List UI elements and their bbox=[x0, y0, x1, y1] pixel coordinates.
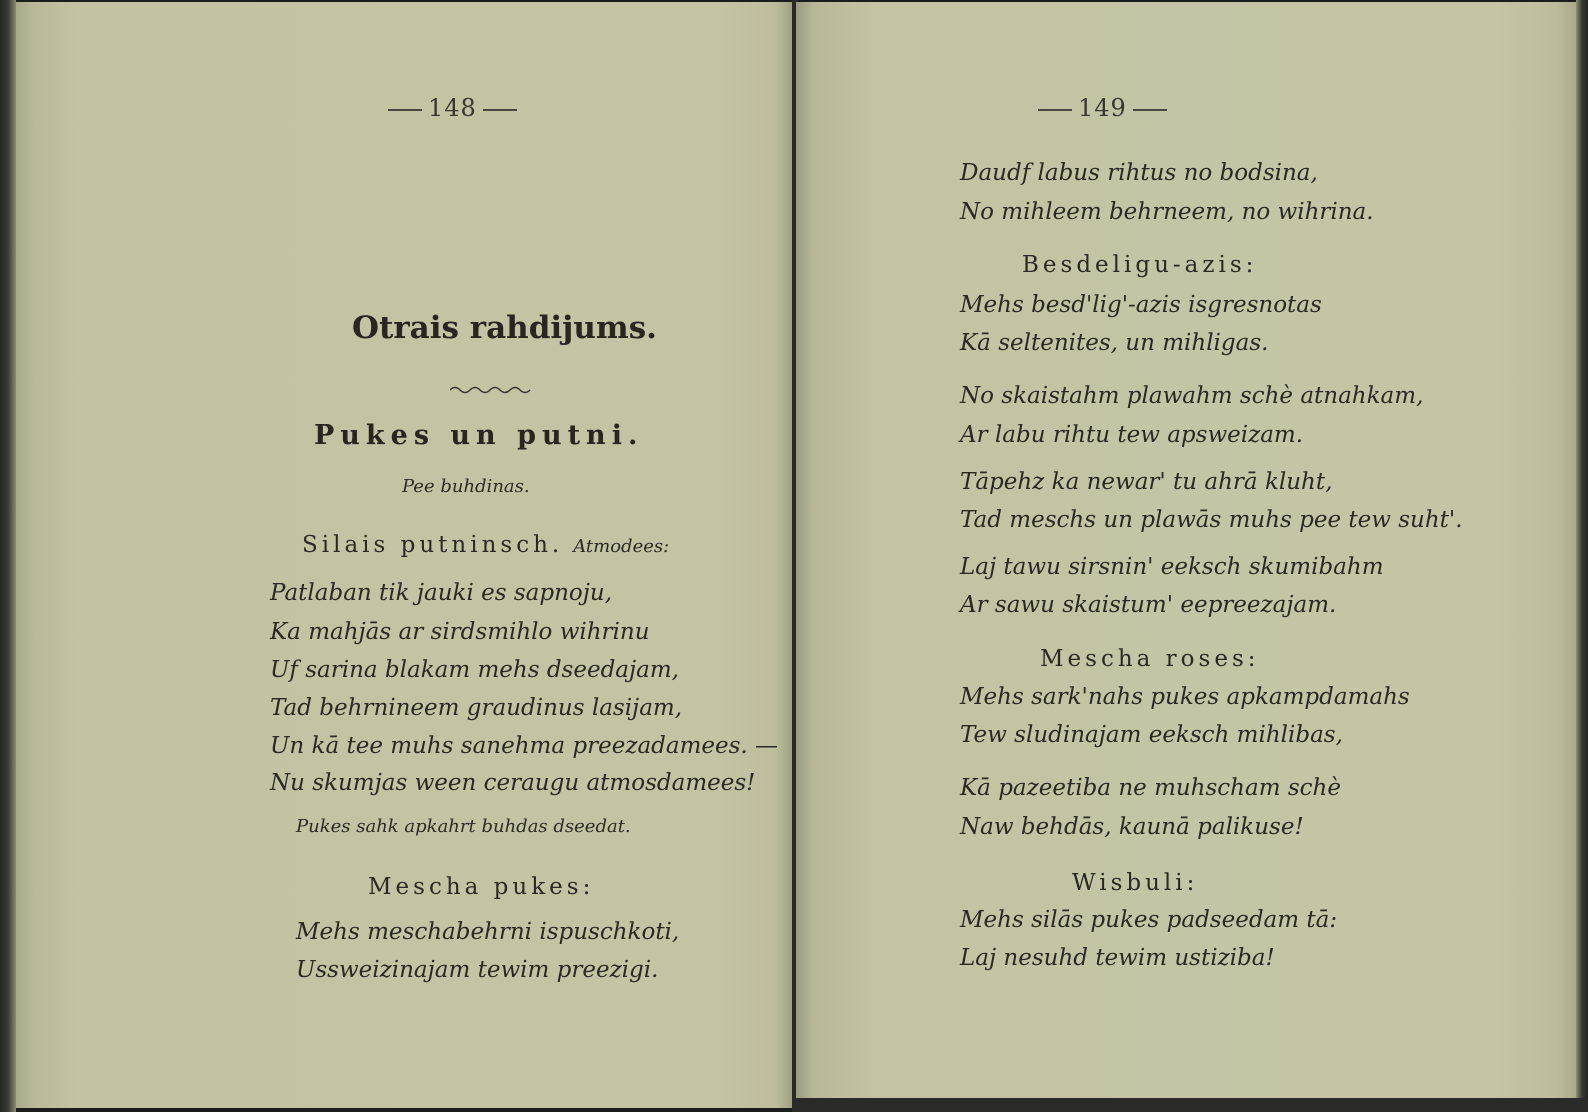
verse-line: Ar sawu skaistum' eepreezajam. bbox=[960, 592, 1337, 618]
verse-line: Nu skumjas ween ceraugu atmosdamees! bbox=[270, 770, 756, 796]
speaker-label-mescha-roses: Mescha roses: bbox=[1040, 646, 1260, 672]
verse-line: No mihleem behrneem, no wihrina. bbox=[960, 199, 1374, 225]
folio-dash-icon bbox=[1133, 109, 1167, 111]
verse-line: Ussweizinajam tewim preezigi. bbox=[296, 957, 659, 983]
speaker-label-mescha-pukes: Mescha pukes: bbox=[368, 874, 595, 900]
folio-dash-icon bbox=[483, 109, 517, 111]
verse-line: Mehs sark'nahs pukes apkampdamahs bbox=[960, 684, 1410, 710]
verse-line: Daudf labus rihtus no bodsina, bbox=[960, 160, 1318, 186]
folio-dash-icon bbox=[1038, 109, 1072, 111]
verse-line: Kā pazeetiba ne muhscham schè bbox=[960, 775, 1341, 801]
wavy-rule-icon bbox=[450, 385, 534, 395]
speaker-aside: Atmodees: bbox=[573, 536, 670, 557]
verse-line: Un kā tee muhs sanehma preezadamees. — bbox=[270, 733, 779, 759]
section-heading: Otrais rahdijums. bbox=[352, 310, 657, 346]
speaker-label-wisbuli: Wisbuli: bbox=[1072, 870, 1199, 896]
verse-line: Tad meschs un plawās muhs pee tew suht'. bbox=[960, 507, 1463, 533]
verse-line: Laj tawu sirsnin' eeksch skumibahm bbox=[960, 554, 1384, 580]
right-page-number-text: 149 bbox=[1078, 94, 1127, 122]
folio-dash-icon bbox=[388, 109, 422, 111]
verse-line: Tāpehz ka newar' tu ahrā kluht, bbox=[960, 469, 1333, 495]
verse-line: Kā seltenites, un mihligas. bbox=[960, 330, 1269, 356]
verse-line bbox=[270, 580, 612, 606]
scene-title: Pukes un putni. bbox=[314, 420, 644, 451]
left-page-number-text: 148 bbox=[428, 94, 477, 122]
verse-line: Laj nesuhd tewim ustiziba! bbox=[960, 945, 1275, 971]
verse-line-text: Patlaban tik jauki es sapnoju, bbox=[270, 580, 613, 606]
left-book-edge bbox=[0, 0, 16, 1112]
speaker-name: Silais putninsch. bbox=[302, 532, 564, 558]
verse-line: Uf sarina blakam mehs dseedajam, bbox=[270, 657, 679, 683]
right-page bbox=[796, 2, 1576, 1108]
speaker-label-silais-putninsch bbox=[302, 532, 669, 558]
verse-line: Mehs meschabehrni ispuschkoti, bbox=[296, 919, 680, 945]
right-book-edge bbox=[1576, 0, 1588, 1112]
verse-line: Mehs silās pukes padseedam tā: bbox=[960, 907, 1338, 933]
speaker-label-besdeligu-azis: Besdeligu-azis: bbox=[1022, 252, 1258, 278]
verse-line: Tad behrnineem graudinus lasijam, bbox=[270, 695, 683, 721]
stage-direction: Pukes sahk apkahrt buhdas dseedat. bbox=[296, 816, 631, 837]
verse-line: No skaistahm plawahm schè atnahkam, bbox=[960, 383, 1424, 409]
verse-line: Ka mahjās ar sirdsmihlo wihrinu bbox=[270, 619, 650, 645]
scene-setting: Pee buhdinas. bbox=[402, 476, 530, 497]
left-page-number bbox=[382, 94, 523, 122]
verse-line: Naw behdās, kaunā palikuse! bbox=[960, 814, 1304, 840]
verse-line: Mehs besd'lig'-azis isgresnotas bbox=[960, 292, 1322, 318]
left-page bbox=[16, 2, 794, 1108]
verse-line: Tew sludinajam eeksch mihlibas, bbox=[960, 722, 1343, 748]
verse-line: Ar labu rihtu tew apsweizam. bbox=[960, 422, 1304, 448]
right-page-number bbox=[1032, 94, 1173, 122]
bottom-book-edge bbox=[796, 1098, 1588, 1112]
